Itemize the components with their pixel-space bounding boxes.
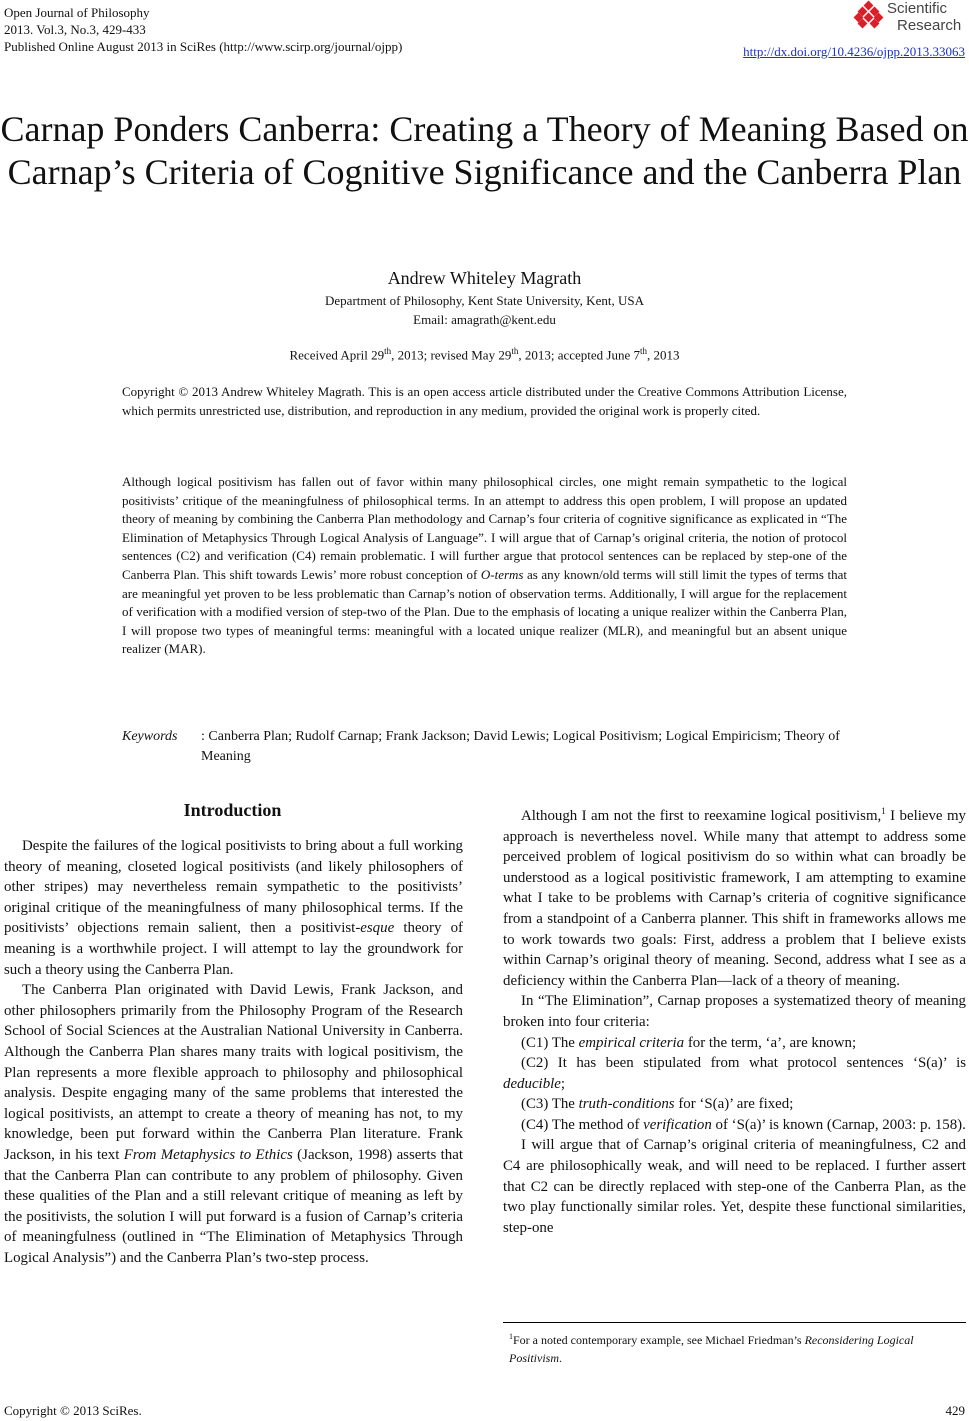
logo-text-line2: Research	[897, 17, 962, 34]
keywords-list: : Canberra Plan; Rudolf Carnap; Frank Jackson; David Lewis; Logical Positivism; Logical Empiricism; Theory of Meaning	[201, 729, 840, 764]
paragraph: Although I am not the first to reexamine logical positivism,$^1$ I believe my approach is nevertheless novel. While many that attempt to address some perceived problem of logical positivism do so within what can broadly be understood as a logical positivistic framework, I am attempting to examine what I take to be problems with Carnap’s criteria of cognitive significance from a standpoint of a Canberra planner. This shift in frameworks allows me to work towards two goals: First, address a problem that I believe exists within Carnap’s original theory of meaning. Second, address what I see as a deficiency within the Canberra Plan—lack of a theory of meaning.	[503, 806, 966, 989]
criterion-c4: (C4) The method of verification of ‘S(a)’ is known (Carnap, 2003: p. 158).	[521, 1116, 966, 1133]
footnote-divider	[503, 1322, 966, 1323]
paragraph: Despite the failures of the logical positivists to bring about a full working theory of meaning, closeted logical positivists (and likely philosophers of other stripes) may nevertheless remain sympathetic to the positivists’ original critique of the meaningfulness of many philosophical terms. If the positivists’ objections remain salient, then a positivist-esque theory of meaning is a worthwhile project. I will attempt to lay the groundwork for such a theory using the Canberra Plan.	[4, 838, 463, 978]
paragraph: The Canberra Plan originated with David Lewis, Frank Jackson, and other philosophers primarily from the Philosophy Program of the Research School of Social Sciences at the Australian National University in Canberra. Although the Canberra Plan shares many traits with logical positivism, the Plan represents a more flexible approach to philosophy and philosophical analysis. Despite engaging many of the same problems that interested the logical positivists, an attempt to create a theory of meaning has not, to my knowledge, been put forward within the Canberra Plan literature. Frank Jackson, in his text From Metaphysics to Ethics (Jackson, 1998) asserts that that the Canberra Plan can contribute to any problem of philosophy. Given these qualities of the Plan and a still relevant critique of meaning as left by the positivists, the solution I will put forward is a fusion of Carnap’s criteria of meaningfulness (outlined in “The Elimination of Metaphysics Through Logical Analysis”) and the Canberra Plan’s two-step process.	[4, 982, 463, 1266]
criterion-c1: (C1) The empirical criteria for the term, ‘a’, are known;	[521, 1034, 857, 1051]
logo-text-line1: Scientific	[887, 0, 948, 17]
page-number: 429	[945, 1403, 965, 1418]
footer-copyright: Copyright © 2013 SciRes.	[4, 1403, 142, 1418]
received-dates: Received April 29th, 2013; revised May 29th, 2013; accepted June 7th, 2013	[289, 346, 680, 363]
paragraph: I will argue that of Carnap’s original criteria of meaningfulness, C2 and C4 are philosophically weak, and will need to be replaced. I further assert that C2 can be directly replaced with step-one of the Canberra Plan, as the two play functionally similar roles. Yet, despite these functional similarities, step-one	[503, 1137, 966, 1236]
footnote: $^1$For a noted contemporary example, see Michael Friedman’s Reconsidering Logical Positivism.	[509, 1332, 914, 1365]
journal-header	[4, 4, 402, 55]
author-email: Email: amagrath@kent.edu	[413, 312, 556, 327]
paragraph: In “The Elimination”, Carnap proposes a systematized theory of meaning broken into four criteria:	[503, 993, 966, 1030]
abstract: Although logical positivism has fallen out of favor within many philosophical circles, one might remain sympathetic to the logical positivists’ critique of the meaningfulness of philosophical terms. In an attempt to address this open problem, I will propose an updated theory of meaning by combining the Canberra Plan methodology and Carnap’s four criteria of cognitive significance as explicated in “The Elimination of Metaphysics Through Logical Analysis of Language”. I will argue that of Carnap’s original criteria, the notion of protocol sentences (C2) and verification (C4) remain problematic. I will further argue that protocol sentences can be replaced by step-one of the Canberra Plan. This shift towards Lewis’ more robust conception of O-terms as any known/old terms will still limit the types of terms that are meaningful yet proven to be less problematic than Carnap’s notion of observation terms. Additionally, I will argue for the replacement of verification with a modified version of step-two of the Plan. Due to the emphasis of locating a unique realizer within the Canberra Plan, I will propose two types of meaningful terms: meaningful with a located unique realizer (MLR), and meaningful but an absent unique realizer (MAR).	[122, 474, 847, 657]
page-footer	[4, 1403, 965, 1419]
keywords	[122, 727, 847, 764]
journal-volume: 2013. Vol.3, No.3, 429-433	[4, 22, 146, 37]
author-name: Andrew Whiteley Magrath	[387, 268, 582, 288]
article-title: Carnap Ponders Canberra: Creating a Theory of Meaning Based on Carnap’s Criteria of Cognitive Significance and the Canberra Plan	[0, 109, 969, 192]
criterion-c2: (C2) It has been stipulated from what protocol sentences ‘S(a)’ is deducible;	[503, 1055, 966, 1092]
right-column	[503, 801, 966, 1238]
logo-diamond-icon	[855, 2, 883, 30]
doi-link[interactable]: http://dx.doi.org/10.4236/ojpp.2013.33063	[743, 44, 965, 59]
criterion-c3: (C3) The truth-conditions for ‘S(a)’ are fixed;	[521, 1096, 794, 1113]
affiliation: Department of Philosophy, Kent State University, Kent, USA	[325, 293, 644, 308]
keywords-label: Keywords	[122, 729, 178, 744]
copyright-notice: Copyright © 2013 Andrew Whiteley Magrath. This is an open access article distributed under the Creative Commons Attribution License, which permits unrestricted use, distribution, and reproduction in any medium, provided the original work is properly cited.	[122, 384, 847, 418]
section-heading: Introduction	[183, 800, 282, 820]
published-line: Published Online August 2013 in SciRes (http://www.scirp.org/journal/ojpp)	[4, 39, 403, 54]
scientific-research-logo	[855, 0, 965, 36]
author-affiliation	[0, 291, 969, 329]
journal-name: Open Journal of Philosophy	[4, 5, 150, 20]
left-column	[4, 836, 463, 1268]
